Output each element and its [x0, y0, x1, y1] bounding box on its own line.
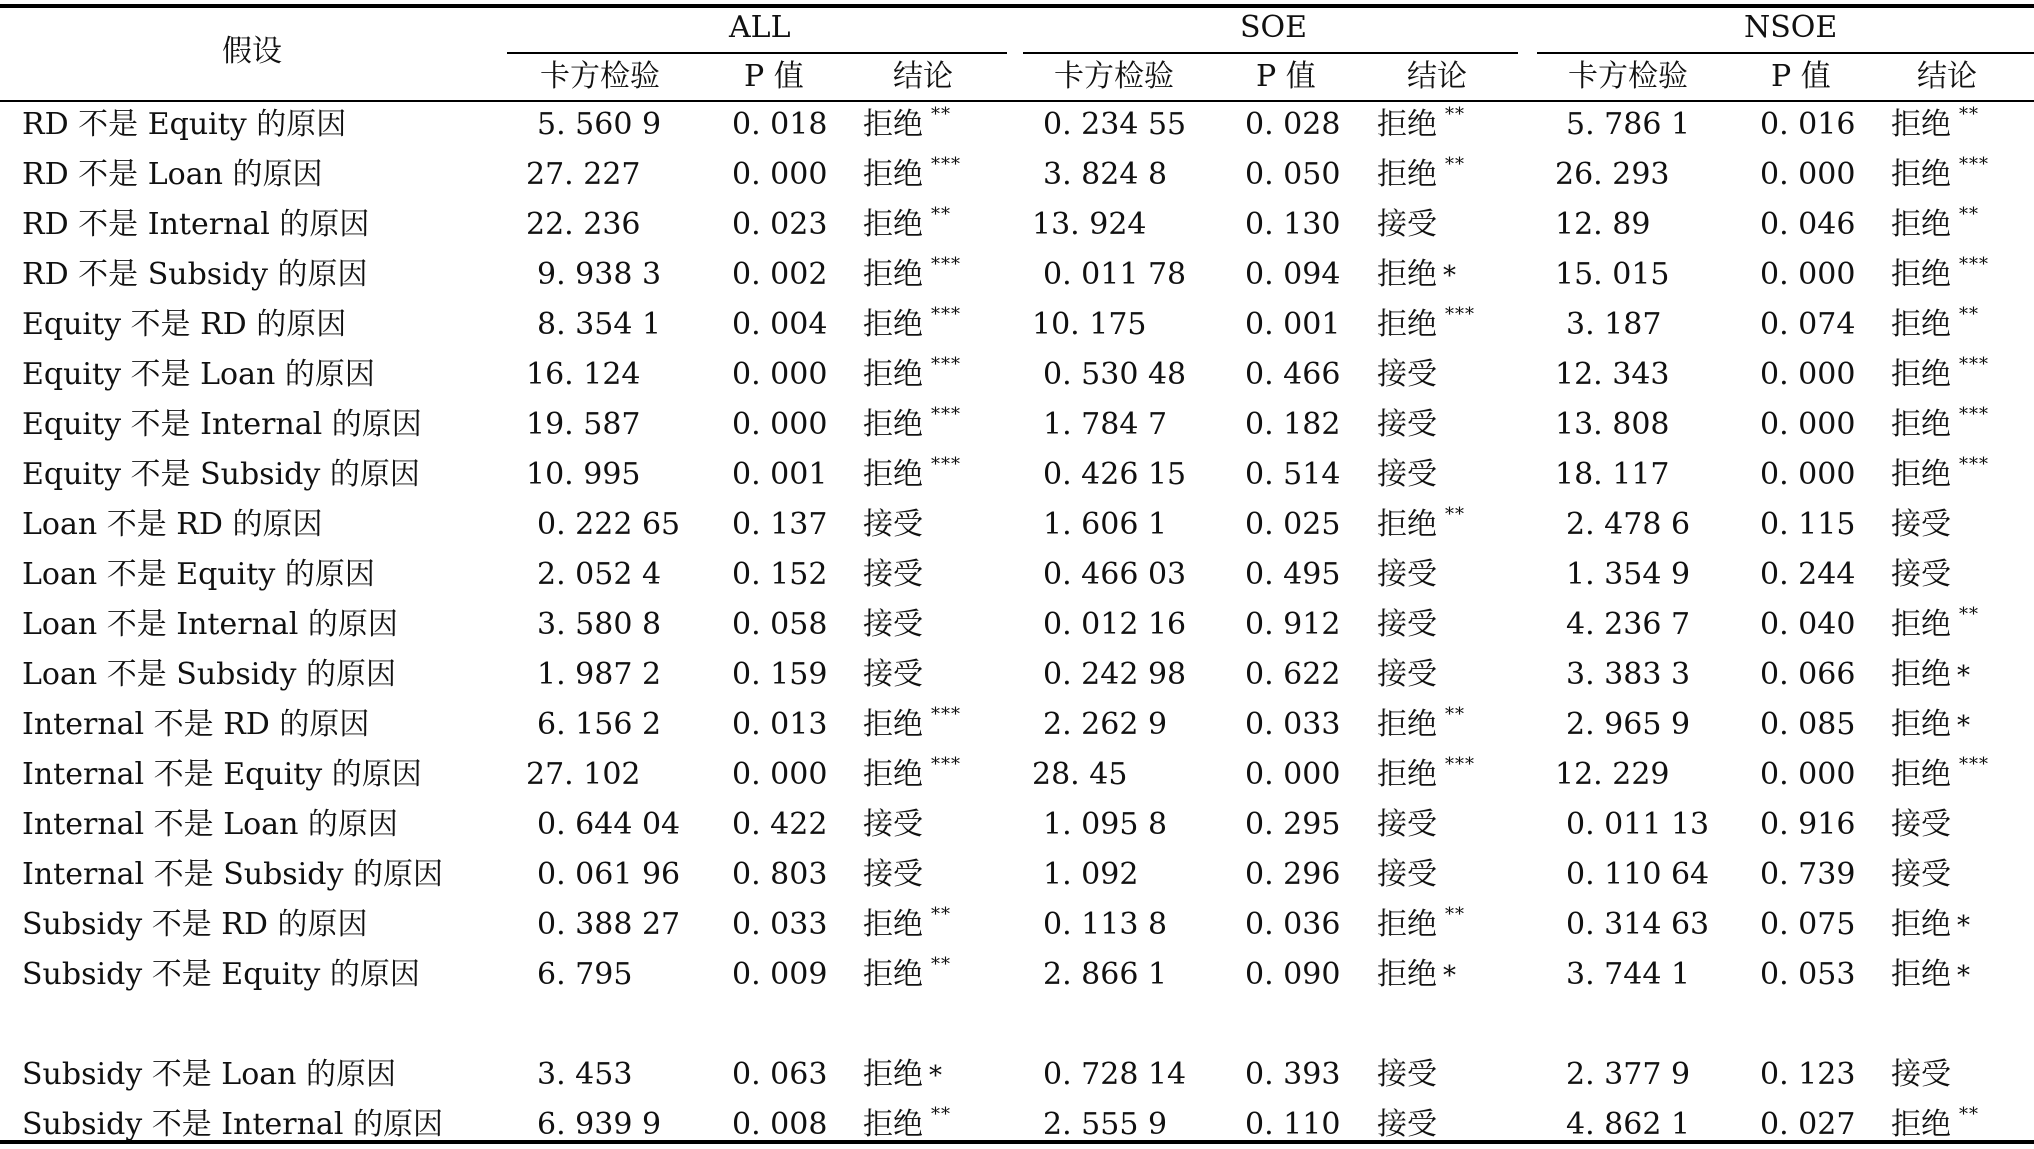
conclusion-cell: 接受: [1377, 457, 1437, 492]
p-value-cell: 0. 075: [1760, 907, 1856, 942]
chi-square-cell: 3. 187: [1566, 307, 1662, 342]
conclusion-cell: 拒绝 *: [1891, 957, 1970, 992]
chi-square-cell: 0. 012 16: [1043, 607, 1187, 642]
conclusion-cell: 接受: [1377, 407, 1437, 442]
p-value-cell: 0. 033: [732, 907, 828, 942]
conclusion-cell: 接受: [1377, 557, 1437, 592]
conclusion-cell: 拒绝 **: [863, 954, 951, 992]
p-value-cell: 0. 094: [1245, 257, 1341, 292]
chi-square-cell: 0. 426 15: [1043, 457, 1187, 492]
conclusion-cell: 拒绝 *: [863, 1057, 942, 1092]
conclusion-cell: 拒绝 **: [1377, 504, 1465, 542]
chi-square-cell: 0. 011 78: [1043, 257, 1187, 292]
group-rule-nsoe: [1537, 52, 2034, 54]
p-value-cell: 0. 803: [732, 857, 828, 892]
significance-marker: **: [1959, 104, 1979, 125]
chi-square-cell: 2. 262 9: [1043, 707, 1168, 742]
p-value-cell: 0. 004: [732, 307, 828, 342]
chi-square-cell: 2. 052 4: [537, 557, 662, 592]
chi-square-cell: 5. 786 1: [1566, 107, 1691, 142]
conclusion-cell: 接受: [1891, 807, 1951, 842]
significance-marker: *: [1957, 661, 1970, 691]
chi-square-cell: 12. 343: [1555, 357, 1670, 392]
chi-square-cell: 3. 453: [537, 1057, 633, 1092]
conclusion-cell: 接受: [863, 507, 923, 542]
conclusion-cell: 拒绝 **: [863, 904, 951, 942]
chi-square-cell: 1. 606 1: [1043, 507, 1168, 542]
significance-marker: ***: [1959, 354, 1989, 375]
p-value-cell: 0. 514: [1245, 457, 1341, 492]
p-value-cell: 0. 000: [1760, 157, 1856, 192]
p-value-cell: 0. 000: [1760, 257, 1856, 292]
p-value-cell: 0. 025: [1245, 507, 1341, 542]
chi-square-cell: 0. 061 96: [537, 857, 681, 892]
conclusion-cell: 拒绝 *: [1377, 257, 1456, 292]
p-value-cell: 0. 058: [732, 607, 828, 642]
chi-square-cell: 1. 987 2: [537, 657, 662, 692]
conclusion-cell: 拒绝 **: [1891, 304, 1979, 342]
significance-marker: *: [929, 1061, 942, 1091]
header-hypothesis: 假设: [222, 34, 282, 69]
conclusion-cell: 接受: [1377, 207, 1437, 242]
chi-square-cell: 4. 862 1: [1566, 1107, 1691, 1142]
hypothesis-cell: RD 不是 Loan 的原因: [22, 157, 323, 192]
conclusion-cell: 接受: [1377, 357, 1437, 392]
table-top-rule: [0, 4, 2034, 8]
header-group-nsoe: NSOE: [1744, 10, 1838, 45]
header-conclusion-nsoe: 结论: [1917, 59, 1977, 94]
chi-square-cell: 3. 580 8: [537, 607, 662, 642]
p-value-cell: 0. 739: [1760, 857, 1856, 892]
chi-square-cell: 12. 89: [1555, 207, 1651, 242]
significance-marker: ***: [1959, 154, 1989, 175]
p-value-cell: 0. 000: [732, 157, 828, 192]
p-value-cell: 0. 066: [1760, 657, 1856, 692]
group-rule-soe: [1023, 52, 1518, 54]
conclusion-cell: 拒绝 **: [1891, 204, 1979, 242]
chi-square-cell: 1. 784 7: [1043, 407, 1168, 442]
chi-square-cell: 0. 530 48: [1043, 357, 1187, 392]
hypothesis-cell: Subsidy 不是 Equity 的原因: [22, 957, 420, 992]
significance-marker: *: [1957, 711, 1970, 741]
p-value-cell: 0. 000: [1760, 357, 1856, 392]
conclusion-cell: 拒绝 **: [1377, 704, 1465, 742]
significance-marker: **: [931, 954, 951, 975]
chi-square-cell: 13. 808: [1555, 407, 1670, 442]
conclusion-cell: 拒绝 ***: [1891, 754, 1989, 792]
header-group-all: ALL: [729, 10, 791, 45]
p-value-cell: 0. 912: [1245, 607, 1341, 642]
significance-marker: *: [1443, 261, 1456, 291]
significance-marker: ***: [931, 754, 961, 775]
significance-marker: ***: [931, 354, 961, 375]
significance-marker: ***: [1959, 754, 1989, 775]
p-value-cell: 0. 916: [1760, 807, 1856, 842]
conclusion-cell: 拒绝 **: [1891, 1104, 1979, 1142]
chi-square-cell: 0. 388 27: [537, 907, 681, 942]
p-value-cell: 0. 000: [1245, 757, 1341, 792]
chi-square-cell: 2. 478 6: [1566, 507, 1691, 542]
chi-square-cell: 6. 939 9: [537, 1107, 662, 1142]
p-value-cell: 0. 622: [1245, 657, 1341, 692]
significance-marker: **: [931, 104, 951, 125]
chi-square-cell: 1. 095 8: [1043, 807, 1168, 842]
p-value-cell: 0. 182: [1245, 407, 1341, 442]
conclusion-cell: 拒绝 **: [1891, 604, 1979, 642]
p-value-cell: 0. 001: [1245, 307, 1341, 342]
p-value-cell: 0. 159: [732, 657, 828, 692]
p-value-cell: 0. 008: [732, 1107, 828, 1142]
conclusion-cell: 拒绝 ***: [1891, 254, 1989, 292]
p-value-cell: 0. 296: [1245, 857, 1341, 892]
significance-marker: ***: [931, 254, 961, 275]
chi-square-cell: 27. 102: [526, 757, 641, 792]
hypothesis-cell: Equity 不是 Internal 的原因: [22, 407, 422, 442]
conclusion-cell: 接受: [863, 607, 923, 642]
chi-square-cell: 0. 242 98: [1043, 657, 1187, 692]
conclusion-cell: 接受: [1891, 557, 1951, 592]
p-value-cell: 0. 244: [1760, 557, 1856, 592]
hypothesis-cell: Loan 不是 RD 的原因: [22, 507, 323, 542]
significance-marker: **: [1445, 704, 1465, 725]
chi-square-cell: 10. 995: [526, 457, 641, 492]
chi-square-cell: 0. 644 04: [537, 807, 681, 842]
chi-square-cell: 0. 234 55: [1043, 107, 1187, 142]
conclusion-cell: 拒绝 *: [1891, 707, 1970, 742]
conclusion-cell: 拒绝 **: [1377, 154, 1465, 192]
p-value-cell: 0. 110: [1245, 1107, 1341, 1142]
conclusion-cell: 拒绝 **: [863, 204, 951, 242]
chi-square-cell: 1. 354 9: [1566, 557, 1691, 592]
conclusion-cell: 接受: [863, 857, 923, 892]
p-value-cell: 0. 002: [732, 257, 828, 292]
significance-marker: ***: [1959, 454, 1989, 475]
chi-square-cell: 0. 466 03: [1043, 557, 1187, 592]
significance-marker: ***: [1959, 404, 1989, 425]
hypothesis-cell: Equity 不是 Subsidy 的原因: [22, 457, 420, 492]
conclusion-cell: 接受: [1891, 857, 1951, 892]
chi-square-cell: 6. 156 2: [537, 707, 662, 742]
chi-square-cell: 4. 236 7: [1566, 607, 1691, 642]
p-value-cell: 0. 033: [1245, 707, 1341, 742]
p-value-cell: 0. 000: [732, 757, 828, 792]
p-value-cell: 0. 040: [1760, 607, 1856, 642]
group-rule-all: [507, 52, 1007, 54]
p-value-cell: 0. 115: [1760, 507, 1856, 542]
chi-square-cell: 0. 728 14: [1043, 1057, 1187, 1092]
header-chi-square-soe: 卡方检验: [1054, 59, 1174, 94]
significance-marker: ***: [1959, 254, 1989, 275]
conclusion-cell: 接受: [863, 657, 923, 692]
conclusion-cell: 拒绝 **: [863, 104, 951, 142]
hypothesis-cell: RD 不是 Subsidy 的原因: [22, 257, 368, 292]
chi-square-cell: 1. 092: [1043, 857, 1139, 892]
p-value-cell: 0. 130: [1245, 207, 1341, 242]
conclusion-cell: 接受: [1377, 1057, 1437, 1092]
significance-marker: ***: [931, 304, 961, 325]
header-chi-square-all: 卡方检验: [540, 59, 660, 94]
conclusion-cell: 接受: [1377, 857, 1437, 892]
chi-square-cell: 0. 113 8: [1043, 907, 1168, 942]
chi-square-cell: 8. 354 1: [537, 307, 662, 342]
hypothesis-cell: Internal 不是 Loan 的原因: [22, 807, 398, 842]
p-value-cell: 0. 046: [1760, 207, 1856, 242]
header-conclusion-soe: 结论: [1407, 59, 1467, 94]
conclusion-cell: 拒绝 ***: [863, 404, 961, 442]
p-value-cell: 0. 085: [1760, 707, 1856, 742]
conclusion-cell: 拒绝 ***: [1891, 354, 1989, 392]
conclusion-cell: 拒绝 *: [1891, 657, 1970, 692]
p-value-cell: 0. 000: [1760, 757, 1856, 792]
chi-square-cell: 2. 866 1: [1043, 957, 1168, 992]
chi-square-cell: 22. 236: [526, 207, 641, 242]
conclusion-cell: 拒绝 *: [1891, 907, 1970, 942]
header-p-value-nsoe: P 值: [1771, 59, 1831, 94]
significance-marker: *: [1957, 911, 1970, 941]
hypothesis-cell: Loan 不是 Equity 的原因: [22, 557, 375, 592]
hypothesis-cell: RD 不是 Equity 的原因: [22, 107, 347, 142]
p-value-cell: 0. 050: [1245, 157, 1341, 192]
significance-marker: **: [1445, 904, 1465, 925]
chi-square-cell: 28. 45: [1032, 757, 1128, 792]
p-value-cell: 0. 053: [1760, 957, 1856, 992]
conclusion-cell: 接受: [863, 807, 923, 842]
p-value-cell: 0. 027: [1760, 1107, 1856, 1142]
chi-square-cell: 0. 314 63: [1566, 907, 1710, 942]
chi-square-cell: 12. 229: [1555, 757, 1670, 792]
conclusion-cell: 拒绝 ***: [863, 254, 961, 292]
significance-marker: **: [931, 204, 951, 225]
header-conclusion-all: 结论: [893, 59, 953, 94]
conclusion-cell: 接受: [863, 557, 923, 592]
significance-marker: **: [1445, 154, 1465, 175]
chi-square-cell: 0. 011 13: [1566, 807, 1710, 842]
p-value-cell: 0. 023: [732, 207, 828, 242]
conclusion-cell: 接受: [1377, 607, 1437, 642]
hypothesis-cell: Subsidy 不是 Loan 的原因: [22, 1057, 397, 1092]
hypothesis-cell: Subsidy 不是 RD 的原因: [22, 907, 368, 942]
conclusion-cell: 拒绝 ***: [1377, 754, 1475, 792]
p-value-cell: 0. 295: [1245, 807, 1341, 842]
significance-marker: ***: [931, 454, 961, 475]
p-value-cell: 0. 074: [1760, 307, 1856, 342]
p-value-cell: 0. 137: [732, 507, 828, 542]
significance-marker: **: [1959, 604, 1979, 625]
chi-square-cell: 18. 117: [1555, 457, 1670, 492]
p-value-cell: 0. 036: [1245, 907, 1341, 942]
p-value-cell: 0. 001: [732, 457, 828, 492]
conclusion-cell: 拒绝 **: [1891, 104, 1979, 142]
header-chi-square-nsoe: 卡方检验: [1568, 59, 1688, 94]
conclusion-cell: 拒绝 **: [863, 1104, 951, 1142]
conclusion-cell: 拒绝 ***: [863, 354, 961, 392]
p-value-cell: 0. 000: [1760, 457, 1856, 492]
p-value-cell: 0. 000: [1760, 407, 1856, 442]
header-bottom-rule: [0, 100, 2034, 102]
significance-marker: *: [1957, 961, 1970, 991]
p-value-cell: 0. 063: [732, 1057, 828, 1092]
header-group-soe: SOE: [1240, 10, 1308, 45]
significance-marker: ***: [931, 704, 961, 725]
chi-square-cell: 19. 587: [526, 407, 641, 442]
significance-marker: ***: [931, 154, 961, 175]
header-p-value-soe: P 值: [1256, 59, 1316, 94]
conclusion-cell: 拒绝 ***: [863, 454, 961, 492]
conclusion-cell: 拒绝 ***: [863, 754, 961, 792]
p-value-cell: 0. 152: [732, 557, 828, 592]
conclusion-cell: 拒绝 ***: [1891, 404, 1989, 442]
conclusion-cell: 接受: [1891, 507, 1951, 542]
p-value-cell: 0. 422: [732, 807, 828, 842]
p-value-cell: 0. 466: [1245, 357, 1341, 392]
conclusion-cell: 拒绝 *: [1377, 957, 1456, 992]
p-value-cell: 0. 016: [1760, 107, 1856, 142]
conclusion-cell: 拒绝 ***: [863, 154, 961, 192]
hypothesis-cell: Subsidy 不是 Internal 的原因: [22, 1107, 443, 1142]
conclusion-cell: 拒绝 ***: [1891, 454, 1989, 492]
significance-marker: **: [1445, 504, 1465, 525]
hypothesis-cell: Loan 不是 Internal 的原因: [22, 607, 398, 642]
hypothesis-cell: Equity 不是 Loan 的原因: [22, 357, 375, 392]
chi-square-cell: 9. 938 3: [537, 257, 662, 292]
significance-marker: **: [931, 904, 951, 925]
p-value-cell: 0. 393: [1245, 1057, 1341, 1092]
significance-marker: **: [931, 1104, 951, 1125]
chi-square-cell: 2. 377 9: [1566, 1057, 1691, 1092]
hypothesis-cell: Internal 不是 Subsidy 的原因: [22, 857, 443, 892]
significance-marker: **: [1959, 1104, 1979, 1125]
p-value-cell: 0. 000: [732, 407, 828, 442]
chi-square-cell: 27. 227: [526, 157, 641, 192]
chi-square-cell: 13. 924: [1032, 207, 1147, 242]
significance-marker: ***: [1445, 304, 1475, 325]
chi-square-cell: 6. 795: [537, 957, 633, 992]
chi-square-cell: 0. 222 65: [537, 507, 681, 542]
hypothesis-cell: Internal 不是 Equity 的原因: [22, 757, 422, 792]
hypothesis-cell: Loan 不是 Subsidy 的原因: [22, 657, 397, 692]
chi-square-cell: 15. 015: [1555, 257, 1670, 292]
chi-square-cell: 2. 555 9: [1043, 1107, 1168, 1142]
p-value-cell: 0. 495: [1245, 557, 1341, 592]
header-p-value-all: P 值: [744, 59, 804, 94]
conclusion-cell: 接受: [1377, 1107, 1437, 1142]
conclusion-cell: 拒绝 ***: [1891, 154, 1989, 192]
significance-marker: ***: [1445, 754, 1475, 775]
chi-square-cell: 26. 293: [1555, 157, 1670, 192]
significance-marker: ***: [931, 404, 961, 425]
p-value-cell: 0. 090: [1245, 957, 1341, 992]
chi-square-cell: 10. 175: [1032, 307, 1147, 342]
conclusion-cell: 接受: [1891, 1057, 1951, 1092]
chi-square-cell: 16. 124: [526, 357, 641, 392]
hypothesis-cell: Internal 不是 RD 的原因: [22, 707, 370, 742]
p-value-cell: 0. 013: [732, 707, 828, 742]
conclusion-cell: 拒绝 **: [1377, 104, 1465, 142]
p-value-cell: 0. 028: [1245, 107, 1341, 142]
conclusion-cell: 接受: [1377, 807, 1437, 842]
chi-square-cell: 3. 383 3: [1566, 657, 1691, 692]
p-value-cell: 0. 123: [1760, 1057, 1856, 1092]
significance-marker: **: [1445, 104, 1465, 125]
chi-square-cell: 2. 965 9: [1566, 707, 1691, 742]
conclusion-cell: 拒绝 ***: [1377, 304, 1475, 342]
significance-marker: **: [1959, 204, 1979, 225]
conclusion-cell: 拒绝 **: [1377, 904, 1465, 942]
hypothesis-cell: RD 不是 Internal 的原因: [22, 207, 370, 242]
chi-square-cell: 3. 744 1: [1566, 957, 1691, 992]
conclusion-cell: 接受: [1377, 657, 1437, 692]
p-value-cell: 0. 018: [732, 107, 828, 142]
hypothesis-cell: Equity 不是 RD 的原因: [22, 307, 347, 342]
conclusion-cell: 拒绝 ***: [863, 304, 961, 342]
conclusion-cell: 拒绝 ***: [863, 704, 961, 742]
p-value-cell: 0. 000: [732, 357, 828, 392]
p-value-cell: 0. 009: [732, 957, 828, 992]
significance-marker: **: [1959, 304, 1979, 325]
chi-square-cell: 3. 824 8: [1043, 157, 1168, 192]
chi-square-cell: 5. 560 9: [537, 107, 662, 142]
chi-square-cell: 0. 110 64: [1566, 857, 1710, 892]
significance-marker: *: [1443, 961, 1456, 991]
